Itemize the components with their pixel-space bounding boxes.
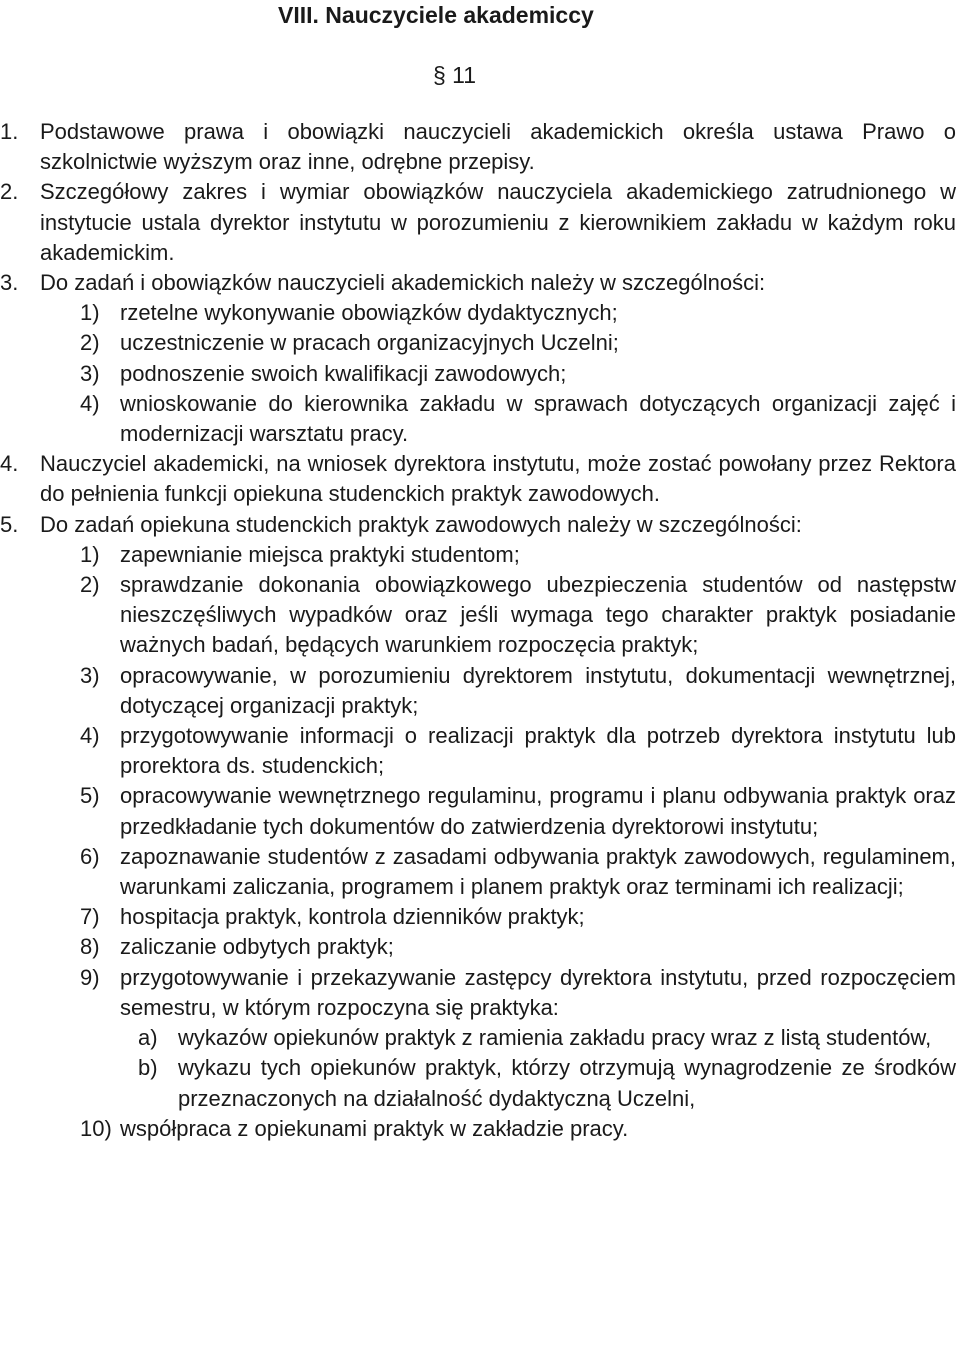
paragraph-number: 3. <box>0 270 19 296</box>
list-item-text: zaliczanie odbytych praktyk; <box>120 934 394 960</box>
paragraph-text: Do zadań i obowiązków nauczycieli akademickich należy w szczególności: <box>40 270 766 296</box>
list-item-number: 10) <box>80 1115 112 1141</box>
list-item-number: 3) <box>80 662 100 688</box>
lettered-item-letter: b) <box>138 1055 158 1081</box>
list-item <box>0 661 956 721</box>
list-item-number: 6) <box>80 843 100 869</box>
lettered-item-text: wykazu tych opiekunów praktyk, którzy otrzymują wynagrodzenie ze środków przeznaczonych na działalność dydaktyczną Uczelni, <box>178 1055 956 1111</box>
list-item-text: rzetelne wykonywanie obowiązków dydaktycznych; <box>120 300 618 326</box>
document-body <box>0 117 956 1144</box>
list-item <box>0 963 956 1023</box>
list-item-number: 3) <box>80 360 100 386</box>
paragraph-text: Szczegółowy zakres i wymiar obowiązków nauczyciela akademickiego zatrudnionego w instytucie ustala dyrektor instytutu w porozumieniu z kierownikiem zakładu w każdym roku akademickim. <box>40 179 956 265</box>
list-item-text: współpraca z opiekunami praktyk w zakładzie pracy. <box>120 1115 629 1141</box>
list-item-number: 4) <box>80 390 100 416</box>
paragraph-number: 5. <box>0 511 19 537</box>
lettered-item-letter: a) <box>138 1025 158 1051</box>
list-item-text: przygotowywanie i przekazywanie zastępcy dyrektora instytutu, przed rozpoczęciem semestru, w którym rozpoczyna się praktyka: <box>120 964 956 1020</box>
list-item <box>0 298 956 328</box>
list-item-text: zapewnianie miejsca praktyki studentom; <box>120 541 520 567</box>
paragraph-4 <box>0 449 956 509</box>
lettered-item <box>0 1023 956 1053</box>
list-item <box>0 842 956 902</box>
section-mark: § 11 <box>433 62 477 88</box>
paragraph-1 <box>0 117 956 177</box>
list-item-text: sprawdzanie dokonania obowiązkowego ubezpieczenia studentów od następstw nieszczęśliwych wypadków oraz jeśli wymaga tego charakter praktyk posiadanie ważnych badań, będących warunkiem rozpoczęcia praktyk; <box>120 572 956 658</box>
list-item <box>0 570 956 661</box>
list-item-number: 2) <box>80 572 100 598</box>
list-item <box>0 932 956 962</box>
paragraph-5 <box>0 510 956 540</box>
paragraph-2 <box>0 177 956 268</box>
paragraph-number: 1. <box>0 119 19 144</box>
list-item-number: 1) <box>80 300 100 326</box>
paragraph-number: 4. <box>0 451 19 477</box>
list-item <box>0 781 956 841</box>
list-item-number: 1) <box>80 541 100 567</box>
list-item-number: 4) <box>80 723 100 749</box>
lettered-item-text: wykazów opiekunów praktyk z ramienia zakładu pracy wraz z listą studentów, <box>178 1025 932 1051</box>
list-item-number: 7) <box>80 904 100 930</box>
list-item-text: podnoszenie swoich kwalifikacji zawodowych; <box>120 360 567 386</box>
lettered-item <box>0 1053 956 1113</box>
list-item <box>0 902 956 932</box>
paragraph-text: Nauczyciel akademicki, na wniosek dyrektora instytutu, może zostać powołany przez Rektora do pełnienia funkcji opiekuna studenckich praktyk zawodowych. <box>40 451 956 507</box>
list-item-text: opracowywanie wewnętrznego regulaminu, programu i planu odbywania praktyk oraz przedkładanie tych dokumentów do zatwierdzenia dyrektorowi instytutu; <box>120 783 956 839</box>
list-item-text: hospitacja praktyk, kontrola dzienników praktyk; <box>120 904 585 930</box>
paragraph-3 <box>0 268 956 298</box>
list-item-number: 5) <box>80 783 100 809</box>
list-item-text: przygotowywanie informacji o realizacji praktyk dla potrzeb dyrektora instytutu lub prorektora ds. studenckich; <box>120 723 956 779</box>
list-item-text: opracowywanie, w porozumieniu dyrektorem instytutu, dokumentacji wewnętrznej, dotyczącej organizacji praktyk; <box>120 662 956 718</box>
list-item <box>0 359 956 389</box>
paragraph-text: Podstawowe prawa i obowiązki nauczycieli akademickich określa ustawa Prawo o szkolnictwie wyższym oraz inne, odrębne przepisy. <box>40 119 956 175</box>
list-item <box>0 1114 956 1144</box>
list-item <box>0 540 956 570</box>
list-item-number: 2) <box>80 330 100 356</box>
list-item-text: uczestniczenie w pracach organizacyjnych Uczelni; <box>120 330 619 356</box>
list-item <box>0 328 956 358</box>
list-item-text: wnioskowanie do kierownika zakładu w sprawach dotyczących organizacji zajęć i modernizacji warsztatu pracy. <box>120 390 956 447</box>
paragraph-text: Do zadań opiekuna studenckich praktyk zawodowych należy w szczególności: <box>40 511 802 537</box>
chapter-title: VIII. Nauczyciele akademiccy <box>278 2 594 28</box>
paragraph-number: 2. <box>0 179 19 205</box>
list-item-number: 9) <box>80 964 100 990</box>
list-item <box>0 721 956 781</box>
list-item <box>0 389 956 449</box>
list-item-text: zapoznawanie studentów z zasadami odbywania praktyk zawodowych, regulaminem, warunkami zaliczania, programem i planem praktyk oraz terminami ich realizacji; <box>120 843 956 900</box>
list-item-number: 8) <box>80 934 100 960</box>
